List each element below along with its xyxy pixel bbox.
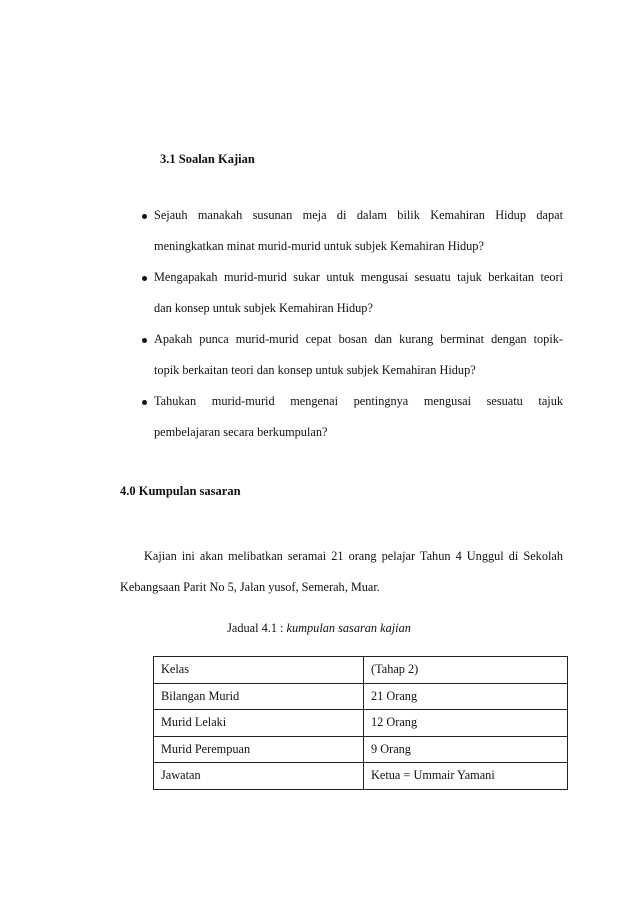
research-questions-list <box>120 200 563 448</box>
bullet-icon <box>142 338 147 343</box>
question-text-line: pembelajaran secara berkumpulan? <box>154 425 328 439</box>
table-cell-label: Bilangan Murid <box>154 683 364 710</box>
list-item <box>120 262 563 324</box>
table-cell-label: Jawatan <box>154 763 364 790</box>
bullet-icon <box>142 400 147 405</box>
target-group-paragraph <box>120 541 563 603</box>
table-row <box>154 710 568 737</box>
table-cell-value: Ketua = Ummair Yamani <box>364 763 568 790</box>
paragraph-line: Kebangsaan Parit No 5, Jalan yusof, Semerah, Muar. <box>120 580 380 594</box>
table-cell-label: Murid Perempuan <box>154 736 364 763</box>
table-row <box>154 736 568 763</box>
section-heading-research-questions: 3.1 Soalan Kajian <box>160 152 255 166</box>
caption-title: kumpulan sasaran kajian <box>286 621 411 635</box>
table-cell-label: Murid Lelaki <box>154 710 364 737</box>
table-row <box>154 683 568 710</box>
question-text-line: Tahukan murid-murid mengenai pentingnya mengusai sesuatu tajuk <box>154 394 563 408</box>
table-cell-value: 12 Orang <box>364 710 568 737</box>
question-text-line: topik berkaitan teori dan konsep untuk subjek Kemahiran Hidup? <box>154 363 476 377</box>
table-cell-label: Kelas <box>154 657 364 684</box>
list-item <box>120 200 563 262</box>
question-text-line: Sejauh manakah susunan meja di dalam bilik Kemahiran Hidup dapat <box>154 208 563 222</box>
question-text-line: Mengapakah murid-murid sukar untuk mengusai sesuatu tajuk berkaitan teori <box>154 270 563 284</box>
table-caption <box>0 621 638 636</box>
bullet-icon <box>142 214 147 219</box>
list-item <box>120 386 563 448</box>
question-text-line: meningkatkan minat murid-murid untuk subjek Kemahiran Hidup? <box>154 239 484 253</box>
section-heading-target-group: 4.0 Kumpulan sasaran <box>120 484 241 498</box>
table-row <box>154 657 568 684</box>
table-cell-value: (Tahap 2) <box>364 657 568 684</box>
paragraph-line: Kajian ini akan melibatkan seramai 21 orang pelajar Tahun 4 Unggul di Sekolah <box>144 549 563 563</box>
list-item <box>120 324 563 386</box>
bullet-icon <box>142 276 147 281</box>
caption-prefix: Jadual 4.1 : <box>227 621 287 635</box>
table-cell-value: 9 Orang <box>364 736 568 763</box>
table-cell-value: 21 Orang <box>364 683 568 710</box>
question-text-line: dan konsep untuk subjek Kemahiran Hidup? <box>154 301 373 315</box>
table-row <box>154 763 568 790</box>
question-text-line: Apakah punca murid-murid cepat bosan dan kurang berminat dengan topik- <box>154 332 563 346</box>
target-group-table <box>153 656 568 790</box>
